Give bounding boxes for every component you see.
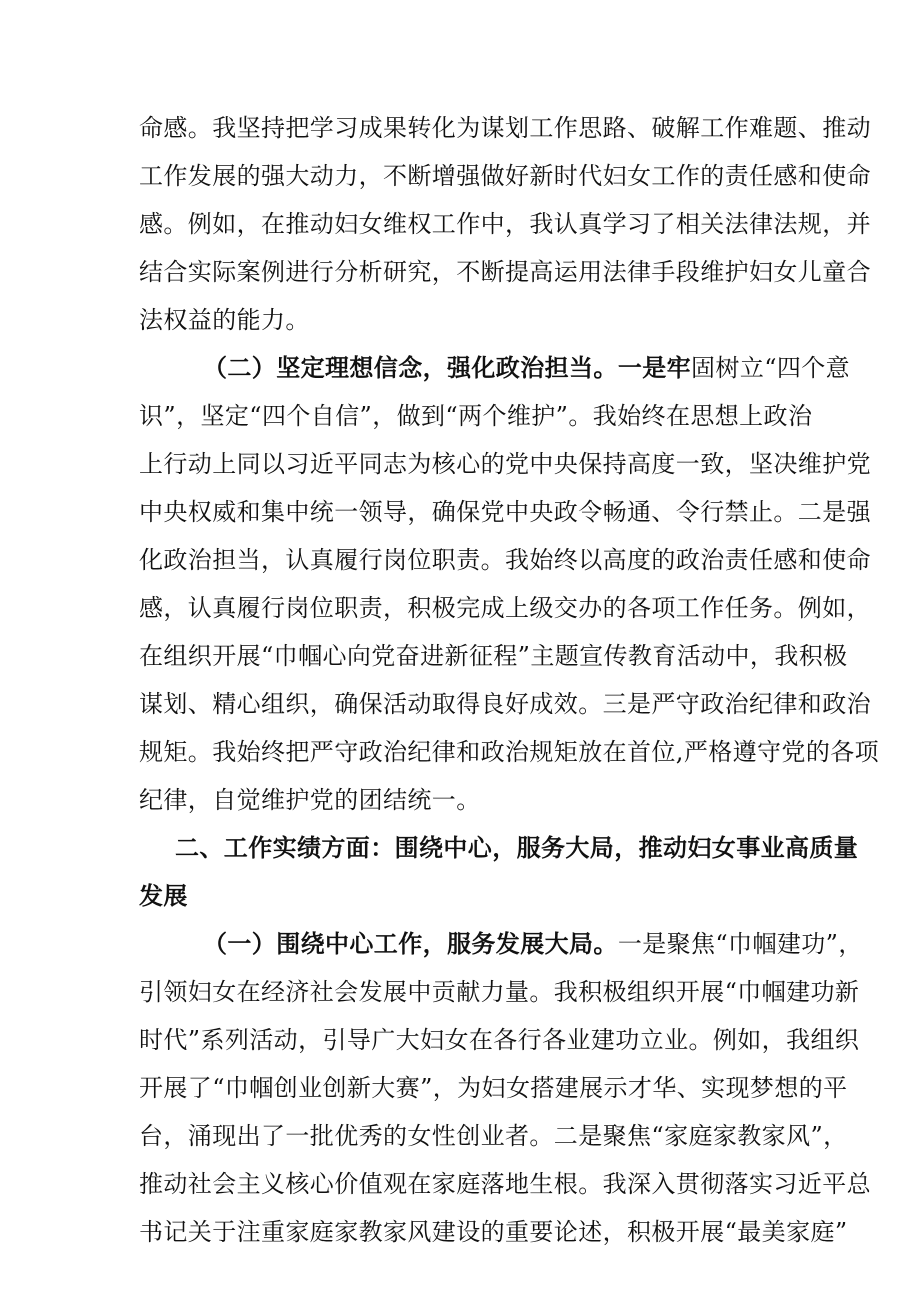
- paragraph-3-first-line: [203, 924, 863, 964]
- paragraph-2-first-line: [203, 348, 850, 388]
- paragraph-2-heading: （二）坚定理想信念，强化政治担当。: [203, 353, 618, 382]
- paragraph-1-line-4: 结合实际案例进行分析研究，不断提高运用法律手段维护妇女儿童合: [139, 258, 871, 286]
- paragraph-1-line-2: 工作发展的强大动力，不断增强做好新时代妇女工作的责任感和使命: [139, 162, 871, 190]
- paragraph-1-line-1: 命感。我坚持把学习成果转化为谋划工作思路、破解工作难题、推动: [139, 114, 871, 142]
- paragraph-2-line-7: 在组织开展“巾帼心向党奋进新征程”主题宣传教育活动中，我积极: [139, 642, 848, 670]
- paragraph-3-line-4: 开展了“巾帼创业创新大赛”，为妇女搭建展示才华、实现梦想的平: [139, 1074, 848, 1102]
- paragraph-3-line-6: 推动社会主义核心价值观在家庭落地生根。我深入贯彻落实习近平总: [139, 1170, 871, 1198]
- paragraph-3-line-2: 引领妇女在经济社会发展中贡献力量。我积极组织开展“巾帼建功新: [139, 978, 860, 1006]
- paragraph-2-line-8: 谋划、精心组织，确保活动取得良好成效。三是严守政治纪律和政治: [139, 690, 871, 718]
- paragraph-2-line-3: 上行动上同以习近平同志为核心的党中央保持高度一致，坚决维护党: [139, 450, 871, 478]
- paragraph-3-line-3: 时代”系列活动，引导广大妇女在各行各业建功立业。例如，我组织: [139, 1026, 860, 1054]
- paragraph-3-line-7: 书记关于注重家庭家教家风建设的重要论述，积极开展“最美家庭”: [139, 1218, 848, 1246]
- paragraph-1-line-5: 法权益的能力。: [139, 306, 310, 334]
- paragraph-2-line-9: 规矩。我始终把严守政治纪律和政治规矩放在首位,严格遵守党的各项: [139, 738, 880, 766]
- section-heading-line-1: 二、工作实绩方面：围绕中心，服务大局，推动妇女事业高质量: [175, 833, 859, 862]
- paragraph-2-line-6: 感，认真履行岗位职责，积极完成上级交办的各项工作任务。例如，: [139, 594, 871, 622]
- paragraph-2-heading-tail: 一是牢: [617, 353, 692, 382]
- paragraph-3-first-line-text: 一是聚焦“巾帼建功”，: [617, 930, 863, 958]
- paragraph-1-line-3: 感。例如，在推动妇女维权工作中，我认真学习了相关法律法规，并: [139, 210, 871, 238]
- section-heading-line-2: 发展: [139, 881, 188, 910]
- paragraph-2-line-2: 识”，坚定“四个自信”，做到“两个维护”。我始终在思想上政治: [139, 402, 813, 430]
- paragraph-3-line-5: 台，涌现出了一批优秀的女性创业者。二是聚焦“家庭家教家风”，: [139, 1122, 848, 1150]
- paragraph-3-heading: （一）围绕中心工作，服务发展大局。: [203, 929, 618, 958]
- paragraph-2-first-line-text: 固树立“四个意: [691, 354, 851, 382]
- paragraph-2-line-4: 中央权威和集中统一领导，确保党中央政令畅通、令行禁止。二是强: [139, 498, 871, 526]
- paragraph-2-line-10: 纪律，自觉维护党的团结统一。: [139, 786, 481, 814]
- paragraph-2-line-5: 化政治担当，认真履行岗位职责。我始终以高度的政治责任感和使命: [139, 546, 871, 574]
